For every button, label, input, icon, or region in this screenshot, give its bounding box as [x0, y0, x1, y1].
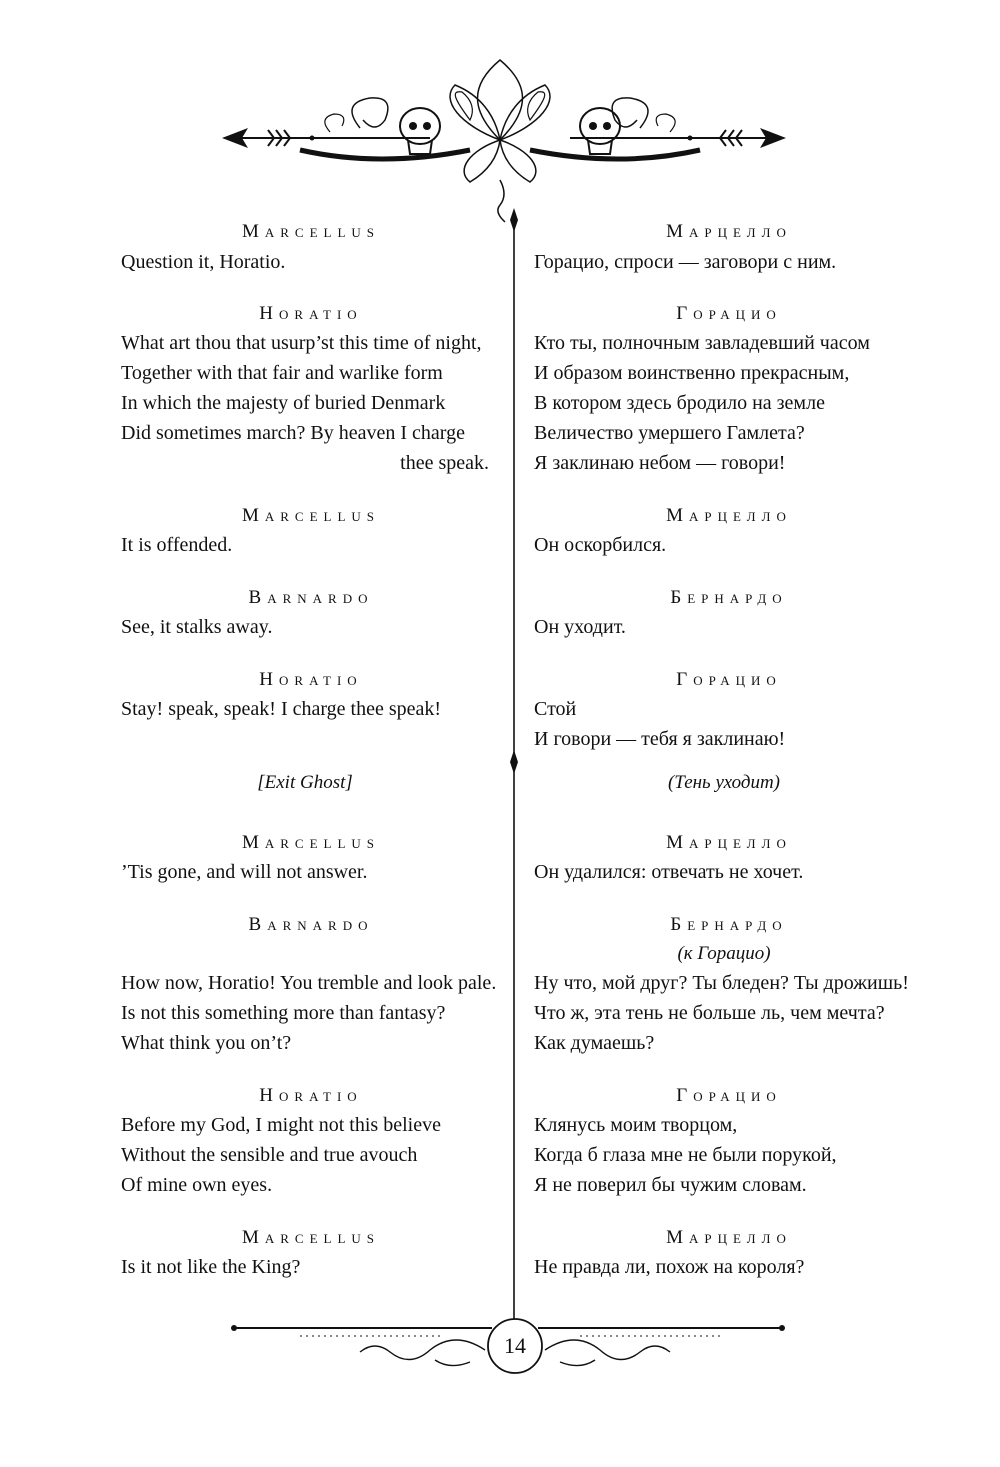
speech-block — [534, 857, 914, 887]
skull-right-eye-1 — [589, 122, 597, 130]
stage-direction: [Exit Ghost] — [257, 772, 353, 793]
verse-line: Что ж, эта тень не больше ль, чем мечта? — [534, 1002, 885, 1024]
lily-stem — [498, 180, 505, 222]
verse-line: Of mine own eyes. — [121, 1174, 273, 1196]
speaker-name: Горацио — [676, 669, 782, 690]
speech-block — [534, 530, 914, 560]
verse-line: Он удалился: отвечать не хочет. — [534, 861, 804, 883]
speaker-name: Horatio — [259, 669, 363, 690]
speaker-name: Марцелло — [666, 832, 792, 853]
speaker-name: Barnardo — [248, 587, 374, 608]
verse-line: See, it stalks away. — [121, 616, 273, 638]
verse-line: Как думаешь? — [534, 1032, 655, 1054]
ornament-dot-right — [688, 136, 693, 141]
verse-line: И образом воинственно прекрасным, — [534, 362, 850, 384]
speaker-name: Marcellus — [241, 221, 381, 242]
scroll-left-2 — [325, 114, 344, 132]
lily-petal-1 — [478, 60, 523, 140]
speech-block — [534, 968, 914, 1058]
verse-line-continuation: thee speak. — [400, 452, 489, 474]
speaker-name: Marcellus — [241, 1227, 381, 1248]
verse-line: Стой — [534, 698, 577, 720]
scroll-right — [612, 98, 648, 128]
verse-line: Without the sensible and true avouch — [121, 1144, 418, 1166]
verse-line: What think you on’t? — [121, 1032, 292, 1054]
speech-block — [121, 968, 497, 1058]
speech-block — [121, 857, 489, 887]
speaker-name: Марцелло — [666, 505, 792, 526]
speaker-name: Marcellus — [241, 505, 381, 526]
divider-diamond — [510, 750, 518, 774]
verse-line: Before my God, I might not this believe — [121, 1114, 441, 1136]
speaker-name: Horatio — [259, 1085, 363, 1106]
top-ornament — [0, 0, 1000, 230]
speech-block — [121, 694, 489, 724]
scroll-right-2 — [656, 114, 675, 132]
speech-block — [121, 1110, 489, 1200]
verse-line: Did sometimes march? By heaven I charge — [121, 422, 465, 444]
speech-block — [121, 247, 489, 277]
speech-block — [534, 694, 914, 754]
bottom-scroll-right — [545, 1340, 670, 1366]
lily-petal-4 — [464, 140, 500, 182]
verse-line: Величество умершего Гамлета? — [534, 422, 805, 444]
center-divider — [504, 225, 524, 1320]
speech-block — [121, 328, 489, 478]
verse-line: Ну что, мой друг? Ты бледен? Ты дрожишь! — [534, 972, 909, 994]
verse-line: В котором здесь бродило на земле — [534, 392, 825, 414]
speech-block — [121, 612, 489, 642]
stage-direction: (Тень уходит) — [667, 772, 780, 793]
verse-line: Is it not like the King? — [121, 1256, 301, 1278]
bottom-dot-left — [231, 1325, 237, 1331]
speaker-name: Бернардо — [670, 587, 788, 608]
swoosh-left — [300, 150, 470, 159]
lily-petal-5 — [500, 140, 536, 182]
stage-direction-aside: (к Горацио) — [677, 943, 771, 964]
verse-line: How now, Horatio! You tremble and look pale. — [121, 972, 497, 994]
swoosh-right — [530, 150, 700, 159]
verse-line: Когда б глаза мне не были порукой, — [534, 1144, 837, 1166]
speech-block — [121, 1252, 489, 1282]
speech-block — [534, 1110, 914, 1200]
speaker-name: Горацио — [676, 1085, 782, 1106]
speech-block — [121, 530, 489, 560]
verse-line: Горацио, спроси — заговори с ним. — [534, 251, 837, 273]
speaker-name: Horatio — [259, 303, 363, 324]
verse-line: Кто ты, полночным завладевший часом — [534, 332, 870, 354]
bottom-scroll-left — [360, 1340, 485, 1366]
verse-line: In which the majesty of buried Denmark — [121, 392, 446, 414]
verse-line: ’Tis gone, and will not answer. — [121, 861, 368, 883]
verse-line: Together with that fair and warlike form — [121, 362, 443, 384]
ornament-dot-left — [310, 136, 315, 141]
skull-right-eye-2 — [603, 122, 611, 130]
skull-left-eye-2 — [423, 122, 431, 130]
speaker-name: Бернардо — [670, 914, 788, 935]
speaker-name: Марцелло — [666, 1227, 792, 1248]
bottom-dot-right — [779, 1325, 785, 1331]
speech-block — [534, 247, 914, 277]
speech-block — [534, 612, 914, 642]
speech-block — [534, 328, 914, 478]
verse-line: Я заклинаю небом — говори! — [534, 452, 786, 474]
verse-line: Клянусь моим творцом, — [534, 1114, 738, 1136]
lily-bud-right — [528, 92, 545, 120]
lily-bud-left — [455, 92, 472, 120]
speaker-name: Горацио — [676, 303, 782, 324]
speech-block — [534, 1252, 914, 1282]
verse-line: Не правда ли, похож на короля? — [534, 1256, 805, 1278]
page-number: 14 — [504, 1333, 526, 1358]
verse-line: Is not this something more than fantasy? — [121, 1002, 446, 1024]
verse-line: Он уходит. — [534, 616, 626, 638]
verse-line: Он оскорбился. — [534, 534, 667, 556]
speaker-name: Barnardo — [248, 914, 374, 935]
verse-line: Stay! speak, speak! I charge thee speak! — [121, 698, 442, 720]
verse-line: Я не поверил бы чужим словам. — [534, 1174, 807, 1196]
speaker-name: Марцелло — [666, 221, 792, 242]
skull-left-eye-1 — [409, 122, 417, 130]
verse-line: What art thou that usurp’st this time of night, — [121, 332, 482, 354]
verse-line: Question it, Horatio. — [121, 251, 286, 273]
speaker-name: Marcellus — [241, 832, 381, 853]
scroll-left — [352, 98, 388, 128]
verse-line: It is offended. — [121, 534, 233, 556]
verse-line: И говори — тебя я заклинаю! — [534, 728, 786, 750]
